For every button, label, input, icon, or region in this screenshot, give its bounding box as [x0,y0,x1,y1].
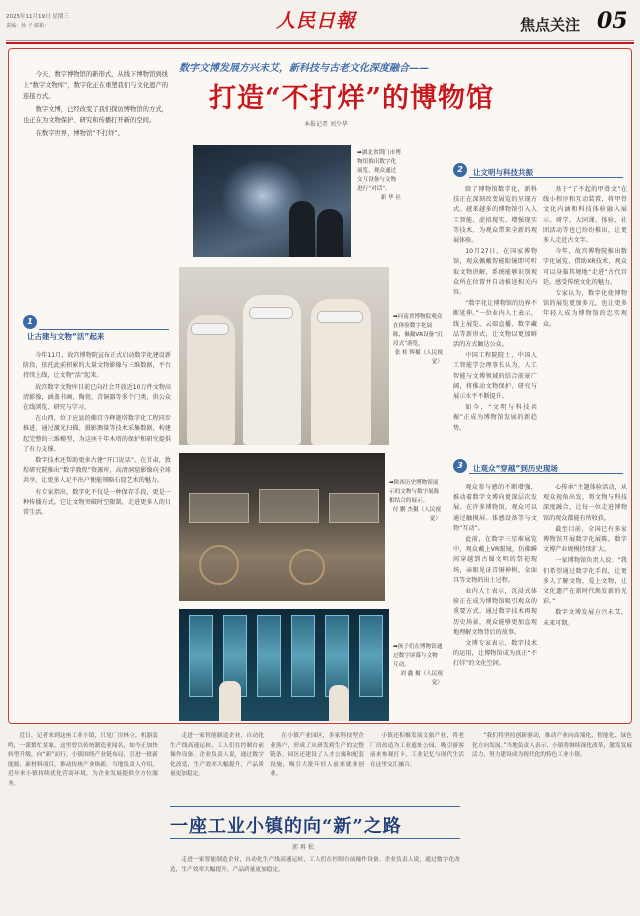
photo-exhibition-hall [179,453,385,601]
paragraph: 走进一家智能制造企业，自动化生产线高速运转，工人们在控制台前操作设备。企业负责人说，通过数字化改造，生产效率大幅提升，产品质量更加稳定。 [170,857,460,873]
paragraph: 今年，故宫博物院推出数字化展览，借助XR技术，观众可以身临其境地“走进”古代宫廷，感受传统文化的魅力。 [543,248,627,286]
editor-credit: 责编：孙 子 邮箱： [6,23,50,29]
child-figure [329,685,349,721]
intro-paragraph: 今天，数字博物馆的新形式，从线下博物馆到线上“数字文物库”，数字化正在重塑我们与文化遗产的连接方式。 [23,71,169,100]
article-column [543,185,627,447]
intro-paragraph: 数字文博，已经改变了我们探访博物馆的方式，也正在为文物保护、研究和传播打开新的空间。 [23,106,168,124]
lower-article-column [170,856,460,912]
paragraph: 此前，在数字三星堆展览中，观众戴上VR眼镜，仿佛瞬间穿越到古蜀文明的祭祀现场，亲眼见证青铜神树、金面具等文物的出土过程。 [453,536,537,584]
section-title: 让文明与科技共振 [473,168,533,177]
paragraph: 除了博物馆数字化，新科技正在深刻改变展览的呈现方式。越来越多的博物馆引入人工智能、虚拟现实、增强现实等技术，为观众带来全新的观展体验。 [453,186,537,245]
vr-headset [191,323,229,335]
paragraph: 基于“了不起的甲骨文”在线小程序和互动装置，将甲骨文化内涵和科技体验融入展示。研学、大同课、体验、社团活动等也已纷纷推出，让更多人走近古文字。 [543,186,627,245]
caption-credit: 张 桂 辉摄（人民视觉） [394,350,443,365]
section-number: 2 [453,163,467,177]
article-intro [23,69,171,141]
display-panel [189,615,213,697]
lower-article-headline: 一座工业小镇的向“新”之路 [170,816,402,837]
paragraph: “数字化让博物馆的边界不断延伸。”一位业内人士表示，线上展览、云端直播、数字藏品等新形式，让文物以更加鲜活的方式触达公众。 [453,300,537,349]
article-headline: 打造“不打烊”的博物馆 [209,83,495,114]
paragraph: “我们将坚持创新驱动，推动产业向高端化、智能化、绿色化方向发展。”当地负责人表示，小镇将继续深化改革，激发发展活力，努力建设成为现代化的特色工业小镇。 [472,733,632,759]
lower-article-column [370,732,464,804]
lower-article-column [472,732,632,910]
paragraph: 数字技术还帮助更多古建“开口说话”。在甘肃，敦煌研究院推出“数字敦煌”资源库，高清洞窟影像向全球共享，让更多人足不出户便能领略石窟艺术的魅力。 [23,457,171,485]
section-heading-1 [23,315,171,341]
paragraph: 今年11月，故宫博物院宣布正式启动数字化建设新阶段，依托此前积累的大量文物影像与三维数据，平台持续上线，让文物“活”起来。 [23,352,171,380]
section-title: 让观众“穿越”到历史现场 [473,464,558,473]
section-title: 焦点关注 [520,16,581,34]
paragraph: 在小镇产业园区，多家科技型企业落户，形成了从研发到生产的完整链条。园区还建设了人才公寓和配套设施，吸引大批年轻人前来就业创业。 [270,733,364,778]
paragraph: 截至目前，全国已有多家博物馆开展数字化展陈，数字文博产业规模持续扩大。 [543,525,627,554]
lower-article-column [270,732,364,804]
article-kicker: 数字文博发展方兴未艾，新科技与古老文化深度融合—— [179,63,429,74]
photo-caption [357,149,401,203]
caption-credit: 刘 鑫 摄（人民视觉） [400,671,443,686]
section-title: 让古建与文物“活”起来 [27,332,105,341]
vr-headset [317,311,363,323]
child-figure [219,681,241,721]
lower-headline-rule [170,838,460,839]
masthead-accent-rule [6,42,634,44]
lower-article-column [8,732,158,910]
issue-date: 2025年11月19日 星期三 [6,14,69,20]
lower-article-column [170,732,264,804]
chariot-wheel [289,549,325,585]
section-heading-3 [453,459,623,473]
paragraph: 中国工程院院士、中国人工智能学会理事长认为，人工智能与文博领域的结合前景广阔，将推动文物保护、研究与展示水平不断提升。 [453,352,537,401]
paragraph: 走进一家智能制造企业，自动化生产线高速运转，工人们在控制台前操作设备。企业负责人说，通过数字化改造，生产效率大幅提升，产品质量更加稳定。 [170,733,264,778]
photo-caption [393,313,443,367]
article-column [543,483,627,719]
caption-credit: 新 华 社 [380,195,401,201]
photo-caption [393,643,443,688]
masthead [0,0,640,44]
article-byline: 本报记者 刘少华 [304,121,348,128]
vr-headset [249,307,293,319]
article-column [23,351,171,721]
page-number: 05 [597,8,628,34]
intro-paragraph: 在数字世界，博物馆“不打烊”。 [35,130,124,137]
article-column [453,483,537,719]
section-number: 1 [23,315,37,329]
chariot-wheel [199,545,239,585]
masthead-rule [6,40,634,41]
visitor-silhouette [317,209,343,257]
section-rule [39,321,169,330]
paragraph: 有专家指出，数字化不仅是一种保存手段，更是一种传播方式。它让文物突破时空限制，走进更多人的日常生活。 [23,488,171,517]
caption-text: ➡孩子们在博物馆通过数字屏幕与文物互动。 [393,644,443,668]
display-panel [291,615,315,697]
photo-caption [389,479,441,524]
paragraph: 文博专家表示，数字技术的运用，让博物馆成为真正“不打烊”的文化空间。 [453,640,537,668]
photo-interactive-display [193,145,351,257]
lower-article-byline: 郭 再 松 [292,844,314,851]
visitor-silhouette [289,201,315,257]
photo-vr-visitors [179,267,389,445]
caption-text: ➡河南省博物院观众在体验数字化展陈，佩戴VR设备“沉浸式”游览。 [393,314,443,347]
paragraph: 近日，记者来到这座工业小镇，只见厂房林立，机器轰鸣，一派繁忙景象。这里曾以传统制造业闻名，如今正加快转型升级，向“新”而行。小镇围绕产业链布局，引进一批新能源、新材料项目，推动传统产业焕新。当地负责人介绍，近年来小镇持续优化营商环境，为企业发展提供全方位服务。 [8,733,158,787]
display-panel [257,615,281,697]
article-column [453,185,537,447]
paragraph: 数字文博发展方兴未艾，未来可期。 [543,609,627,627]
paragraph: 业内人士表示，沉浸式体验正在成为博物馆吸引观众的重要方式，通过数字技术再现历史场景，观众能够更加直观地理解文物背后的故事。 [453,588,537,636]
paragraph: 在山西，位于应县的佛宫寺释迦塔数字化工程同步推进，通过激光扫描、摄影测量等技术采集数据，构建起完整的三维模型，为这座千年木塔的保护和研究提供了有力支撑。 [23,415,171,453]
paragraph: 一家博物馆负责人说：“我们希望通过数字化手段，让更多人了解文物，爱上文物，让文化遗产在新时代焕发新的光彩。” [543,557,627,606]
paragraph: 10月27日，在国家博物馆，观众佩戴智能眼镜即可听取文物讲解，系统能够识别观众所在位置并自动推送相关内容。 [453,248,537,297]
section-number: 3 [453,459,467,473]
caption-credit: 付 鹏 杰摄（人民视觉） [392,507,441,522]
display-case [189,493,249,523]
display-panel [359,615,383,697]
caption-text: ➡陕西历史博物馆展示的文物与数字展陈相结合的展示。 [389,480,440,504]
paragraph: 小镇还积极发展文旅产业，将老厂房改造为工业遗址公园，吸引游客前来参观打卡，工业记忆与现代生活在这里交汇融合。 [370,733,464,768]
feature-article [8,48,632,724]
paragraph: 心传承”主题体验活动，从观众视角出发，将文物与科技深度融合，让每一位走进博物馆的观众都能有所收获。 [543,484,627,522]
newspaper-logo: 人民日報 [276,10,357,32]
paragraph: 观众参与感的不断增强，推动着数字文博向更深层次发展。在许多博物馆，观众可以通过触摸屏、体感设备等与文物“互动”。 [453,484,537,532]
paragraph: 如今，“文明与科技共振”正成为博物馆发展的新趋势。 [453,404,537,432]
caption-text: ➡湖北省荆门市博物馆推出数字化展览，观众通过交互设备与文物进行“对话”。 [357,150,401,192]
display-case [329,493,379,523]
display-case [259,489,319,523]
lower-headline-rule [170,806,460,807]
section-heading-2 [453,163,623,177]
paragraph: 专家认为，数字化使博物馆的展览更加多元，也让更多年轻人成为博物馆的忠实观众。 [543,290,627,328]
paragraph: 故宫数字文物库目前已向社会开放近10万件文物高清影像，涵盖书画、陶瓷、青铜器等多个门类，供公众在线浏览、研究与学习。 [23,383,171,412]
photo-digital-screens [179,609,389,721]
